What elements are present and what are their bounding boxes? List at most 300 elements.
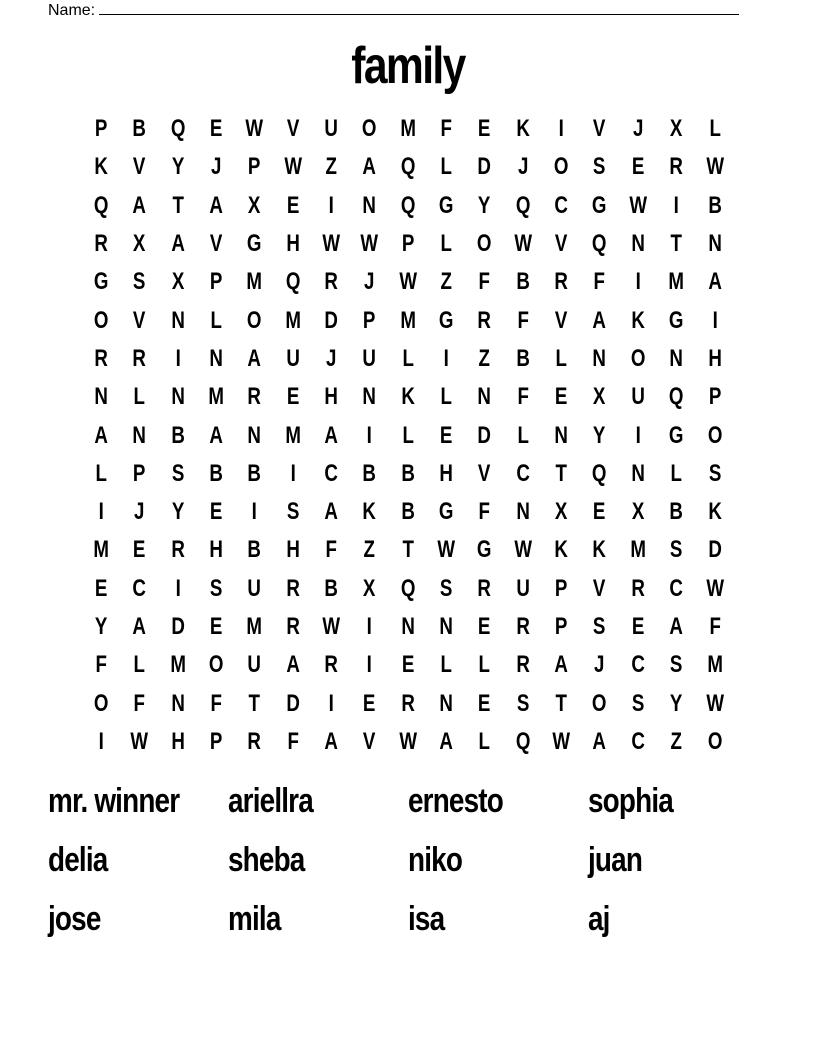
grid-letter: K bbox=[362, 498, 377, 526]
grid-letter: F bbox=[95, 651, 107, 679]
grid-letter: F bbox=[210, 689, 222, 717]
page-title: family bbox=[351, 37, 465, 95]
grid-letter: W bbox=[629, 191, 647, 219]
grid-letter: M bbox=[246, 613, 263, 640]
grid-letter: A bbox=[286, 651, 300, 679]
grid-letter: R bbox=[401, 689, 415, 717]
grid-letter: I bbox=[98, 498, 104, 526]
grid-letter: W bbox=[705, 574, 724, 602]
grid-letter: X bbox=[248, 191, 261, 219]
grid-letter: O bbox=[707, 727, 722, 755]
grid-letter: P bbox=[248, 153, 261, 181]
grid-letter: U bbox=[324, 115, 338, 143]
grid-letter: B bbox=[171, 421, 185, 449]
grid-letter: N bbox=[707, 230, 722, 258]
grid-letter: T bbox=[248, 689, 261, 717]
grid-letter: O bbox=[554, 153, 569, 181]
grid-letter: L bbox=[440, 651, 452, 679]
grid-letter: V bbox=[286, 115, 300, 143]
grid-letter: N bbox=[516, 498, 530, 526]
grid-letter: W bbox=[322, 613, 341, 640]
grid-row bbox=[82, 110, 734, 148]
grid-letter: N bbox=[669, 344, 684, 372]
grid-letter: E bbox=[631, 153, 645, 181]
word-bank-item: mr. winner bbox=[48, 782, 180, 820]
grid-letter: S bbox=[631, 689, 645, 717]
grid-letter: N bbox=[94, 383, 108, 411]
grid-letter: Y bbox=[478, 191, 491, 219]
grid-letter: A bbox=[592, 727, 607, 755]
grid-letter: X bbox=[631, 498, 645, 526]
grid-letter: M bbox=[400, 306, 416, 334]
grid-letter: U bbox=[631, 383, 645, 411]
grid-letter: I bbox=[328, 191, 334, 219]
grid-letter: G bbox=[669, 421, 684, 449]
grid-letter: U bbox=[286, 344, 300, 372]
grid-letter: B bbox=[516, 268, 530, 296]
grid-letter: I bbox=[635, 268, 641, 296]
grid-letter: Q bbox=[669, 383, 684, 411]
grid-letter: R bbox=[631, 574, 645, 602]
grid-letter: Y bbox=[171, 498, 185, 526]
grid-letter: L bbox=[210, 306, 222, 334]
grid-letter: I bbox=[290, 459, 296, 487]
grid-letter: R bbox=[669, 153, 684, 181]
name-underline bbox=[99, 0, 739, 15]
grid-letter: F bbox=[517, 383, 529, 411]
grid-letter: Q bbox=[400, 574, 416, 602]
grid-letter: C bbox=[324, 459, 338, 487]
grid-letter: M bbox=[285, 421, 301, 449]
grid-letter: R bbox=[516, 651, 530, 679]
word-search-grid bbox=[82, 110, 734, 761]
grid-letter: H bbox=[707, 344, 722, 372]
grid-letter: K bbox=[707, 498, 722, 526]
grid-letter: J bbox=[517, 153, 529, 181]
grid-letter: V bbox=[593, 574, 606, 602]
grid-letter: U bbox=[362, 344, 377, 372]
grid-letter: R bbox=[477, 574, 492, 602]
grid-letter: G bbox=[592, 191, 607, 219]
name-label: Name: bbox=[48, 2, 96, 19]
grid-letter: M bbox=[170, 651, 186, 679]
grid-row bbox=[82, 416, 734, 454]
grid-letter: I bbox=[712, 306, 718, 334]
grid-letter: F bbox=[708, 613, 721, 640]
grid-letter: X bbox=[363, 574, 376, 602]
grid-letter: N bbox=[171, 306, 185, 334]
grid-letter: A bbox=[554, 651, 569, 679]
grid-letter: D bbox=[707, 536, 722, 564]
grid-letter: N bbox=[209, 344, 223, 372]
grid-letter: V bbox=[478, 459, 491, 487]
grid-letter: N bbox=[132, 421, 147, 449]
grid-letter: O bbox=[630, 344, 646, 372]
grid-letter: U bbox=[516, 574, 530, 602]
grid-letter: G bbox=[669, 306, 684, 334]
grid-letter: W bbox=[552, 727, 571, 755]
word-bank-item: ariellra bbox=[228, 782, 313, 820]
word-bank-item: isa bbox=[408, 900, 445, 938]
grid-letter: M bbox=[706, 651, 723, 679]
grid-letter: S bbox=[670, 651, 683, 679]
grid-letter: G bbox=[438, 306, 454, 334]
grid-letter: E bbox=[440, 421, 453, 449]
grid-letter: Q bbox=[170, 115, 186, 143]
grid-letter: N bbox=[439, 689, 454, 717]
grid-letter: E bbox=[286, 383, 300, 411]
grid-letter: H bbox=[286, 536, 300, 564]
grid-row bbox=[82, 340, 734, 378]
grid-letter: O bbox=[707, 421, 722, 449]
grid-letter: W bbox=[284, 153, 302, 181]
grid-letter: F bbox=[478, 268, 491, 296]
grid-letter: W bbox=[399, 268, 417, 296]
grid-letter: R bbox=[324, 651, 338, 679]
grid-letter: Y bbox=[670, 689, 683, 717]
grid-letter: L bbox=[555, 344, 568, 372]
grid-letter: O bbox=[592, 689, 607, 717]
word-bank-item: ernesto bbox=[408, 782, 503, 820]
grid-letter: P bbox=[94, 115, 108, 143]
grid-letter: E bbox=[555, 383, 568, 411]
grid-letter: J bbox=[134, 498, 145, 526]
grid-letter: P bbox=[209, 727, 223, 755]
grid-letter: I bbox=[366, 613, 373, 640]
grid-row bbox=[82, 378, 734, 416]
grid-letter: I bbox=[635, 421, 641, 449]
grid-letter: F bbox=[593, 268, 606, 296]
grid-letter: S bbox=[286, 498, 300, 526]
grid-letter: J bbox=[210, 153, 222, 181]
grid-letter: T bbox=[172, 191, 184, 219]
grid-letter: R bbox=[171, 536, 185, 564]
grid-letter: N bbox=[631, 230, 645, 258]
grid-letter: O bbox=[247, 306, 262, 334]
grid-letter: E bbox=[94, 574, 108, 602]
grid-letter: E bbox=[478, 689, 491, 717]
grid-letter: Q bbox=[515, 727, 531, 755]
grid-row bbox=[82, 187, 734, 225]
grid-letter: L bbox=[402, 421, 414, 449]
word-bank-item: sophia bbox=[588, 782, 673, 820]
grid-letter: A bbox=[132, 613, 147, 640]
grid-letter: X bbox=[171, 268, 185, 296]
grid-letter: V bbox=[133, 153, 146, 181]
grid-letter: Q bbox=[400, 191, 416, 219]
grid-letter: S bbox=[440, 574, 453, 602]
grid-letter: B bbox=[516, 344, 530, 372]
grid-letter: A bbox=[171, 230, 185, 258]
grid-letter: L bbox=[95, 459, 107, 487]
grid-letter: F bbox=[133, 689, 146, 717]
grid-letter: N bbox=[477, 383, 492, 411]
grid-letter: Q bbox=[400, 153, 416, 181]
grid-letter: A bbox=[592, 306, 607, 334]
grid-letter: S bbox=[516, 689, 530, 717]
grid-letter: A bbox=[707, 268, 722, 296]
grid-letter: M bbox=[93, 536, 109, 564]
grid-letter: D bbox=[477, 421, 492, 449]
grid-letter: K bbox=[401, 383, 415, 411]
grid-letter: M bbox=[630, 536, 646, 564]
grid-letter: H bbox=[286, 230, 300, 258]
grid-letter: D bbox=[324, 306, 338, 334]
grid-letter: R bbox=[94, 230, 108, 258]
grid-letter: E bbox=[593, 498, 606, 526]
grid-letter: S bbox=[593, 153, 606, 181]
grid-letter: S bbox=[171, 459, 185, 487]
grid-letter: I bbox=[251, 498, 258, 526]
grid-letter: F bbox=[325, 536, 337, 564]
grid-letter: N bbox=[631, 459, 645, 487]
grid-letter: L bbox=[517, 421, 529, 449]
grid-letter: H bbox=[209, 536, 223, 564]
grid-letter: L bbox=[670, 459, 683, 487]
grid-letter: W bbox=[437, 536, 456, 564]
word-bank-item: juan bbox=[588, 841, 643, 879]
grid-letter: M bbox=[208, 383, 225, 411]
grid-letter: J bbox=[364, 268, 375, 296]
grid-letter: H bbox=[171, 727, 185, 755]
grid-letter: W bbox=[130, 727, 149, 755]
grid-letter: D bbox=[171, 613, 185, 640]
grid-letter: W bbox=[705, 689, 724, 717]
grid-letter: W bbox=[514, 536, 532, 564]
grid-letter: I bbox=[175, 344, 181, 372]
grid-letter: A bbox=[324, 498, 338, 526]
grid-row bbox=[82, 723, 734, 761]
grid-letter: C bbox=[669, 574, 684, 602]
grid-letter: W bbox=[514, 230, 532, 258]
grid-letter: T bbox=[402, 536, 414, 564]
grid-letter: R bbox=[516, 613, 530, 640]
grid-letter: O bbox=[362, 115, 377, 143]
grid-letter: J bbox=[632, 115, 644, 143]
grid-letter: B bbox=[247, 536, 262, 564]
grid-letter: T bbox=[555, 459, 568, 487]
grid-letter: T bbox=[670, 230, 683, 258]
grid-letter: R bbox=[247, 727, 262, 755]
grid-letter: M bbox=[246, 268, 263, 296]
grid-letter: I bbox=[558, 115, 564, 143]
word-bank-item: mila bbox=[228, 900, 281, 938]
grid-letter: B bbox=[669, 498, 684, 526]
grid-letter: I bbox=[673, 191, 679, 219]
grid-letter: D bbox=[286, 689, 300, 717]
grid-letter: L bbox=[402, 344, 414, 372]
grid-row bbox=[82, 531, 734, 569]
grid-letter: L bbox=[478, 727, 491, 755]
word-bank-item: aj bbox=[588, 900, 610, 938]
name-field bbox=[48, 0, 739, 20]
grid-letter: Z bbox=[440, 268, 452, 296]
grid-letter: B bbox=[132, 115, 147, 143]
grid-letter: P bbox=[363, 306, 376, 334]
grid-letter: E bbox=[363, 689, 376, 717]
grid-letter: V bbox=[209, 230, 223, 258]
grid-letter: W bbox=[705, 153, 724, 181]
grid-letter: S bbox=[593, 613, 606, 640]
grid-letter: R bbox=[247, 383, 262, 411]
word-bank-item: delia bbox=[48, 841, 108, 879]
grid-letter: W bbox=[322, 230, 341, 258]
grid-row bbox=[82, 263, 734, 301]
grid-letter: B bbox=[247, 459, 262, 487]
grid-letter: E bbox=[478, 613, 491, 640]
grid-letter: G bbox=[438, 498, 454, 526]
word-bank bbox=[48, 778, 768, 955]
grid-letter: R bbox=[132, 344, 147, 372]
grid-row bbox=[82, 455, 734, 493]
grid-letter: Q bbox=[515, 191, 531, 219]
grid-letter: S bbox=[670, 536, 683, 564]
grid-letter: L bbox=[440, 230, 452, 258]
grid-letter: O bbox=[208, 651, 224, 679]
grid-letter: L bbox=[133, 651, 146, 679]
grid-letter: O bbox=[93, 306, 109, 334]
grid-letter: R bbox=[324, 268, 338, 296]
grid-letter: A bbox=[247, 344, 262, 372]
grid-letter: R bbox=[554, 268, 569, 296]
grid-letter: P bbox=[555, 613, 568, 640]
word-bank-item: niko bbox=[408, 841, 463, 879]
grid-letter: Z bbox=[670, 727, 683, 755]
grid-letter: N bbox=[362, 383, 377, 411]
grid-letter: C bbox=[516, 459, 530, 487]
grid-letter: X bbox=[555, 498, 568, 526]
grid-row bbox=[82, 493, 734, 531]
grid-letter: A bbox=[132, 191, 147, 219]
grid-letter: N bbox=[592, 344, 607, 372]
grid-letter: J bbox=[594, 651, 605, 679]
grid-letter: S bbox=[209, 574, 223, 602]
grid-letter: E bbox=[209, 498, 223, 526]
grid-letter: L bbox=[440, 153, 452, 181]
grid-letter: I bbox=[328, 689, 334, 717]
grid-letter: A bbox=[324, 421, 338, 449]
grid-letter: I bbox=[366, 421, 373, 449]
grid-letter: U bbox=[247, 574, 262, 602]
grid-letter: V bbox=[555, 306, 568, 334]
grid-letter: I bbox=[175, 574, 181, 602]
grid-letter: R bbox=[286, 574, 300, 602]
grid-letter: D bbox=[477, 153, 492, 181]
grid-letter: Q bbox=[592, 459, 607, 487]
grid-letter: K bbox=[631, 306, 645, 334]
grid-letter: B bbox=[324, 574, 338, 602]
word-bank-item: sheba bbox=[228, 841, 305, 879]
grid-letter: P bbox=[555, 574, 568, 602]
grid-letter: L bbox=[133, 383, 146, 411]
grid-row bbox=[82, 570, 734, 608]
grid-letter: Y bbox=[171, 153, 185, 181]
grid-letter: Y bbox=[593, 421, 606, 449]
grid-letter: N bbox=[439, 613, 454, 640]
grid-letter: A bbox=[209, 421, 223, 449]
grid-letter: E bbox=[478, 115, 491, 143]
grid-letter: U bbox=[247, 651, 262, 679]
grid-letter: E bbox=[401, 651, 415, 679]
grid-letter: X bbox=[593, 383, 606, 411]
grid-letter: R bbox=[94, 344, 108, 372]
grid-letter: N bbox=[362, 191, 377, 219]
grid-letter: B bbox=[209, 459, 223, 487]
grid-letter: V bbox=[593, 115, 606, 143]
grid-letter: X bbox=[133, 230, 146, 258]
grid-letter: C bbox=[631, 727, 645, 755]
grid-letter: A bbox=[94, 421, 108, 449]
grid-letter: W bbox=[399, 727, 417, 755]
grid-letter: N bbox=[554, 421, 569, 449]
grid-letter: Q bbox=[285, 268, 301, 296]
grid-letter: Q bbox=[93, 191, 109, 219]
grid-letter: G bbox=[477, 536, 492, 564]
grid-letter: B bbox=[401, 459, 415, 487]
grid-letter: B bbox=[707, 191, 722, 219]
grid-letter: R bbox=[286, 613, 300, 640]
grid-letter: L bbox=[708, 115, 721, 143]
grid-letter: T bbox=[555, 689, 568, 717]
grid-letter: A bbox=[362, 153, 377, 181]
grid-letter: E bbox=[286, 191, 300, 219]
grid-letter: V bbox=[133, 306, 146, 334]
grid-letter: C bbox=[554, 191, 569, 219]
grid-letter: O bbox=[93, 689, 109, 717]
grid-row bbox=[82, 225, 734, 263]
grid-letter: E bbox=[133, 536, 146, 564]
grid-letter: A bbox=[324, 727, 338, 755]
grid-row bbox=[82, 684, 734, 722]
grid-letter: Z bbox=[325, 153, 337, 181]
grid-letter: W bbox=[360, 230, 379, 258]
grid-letter: V bbox=[555, 230, 568, 258]
grid-letter: E bbox=[209, 613, 223, 640]
grid-letter: G bbox=[438, 191, 454, 219]
grid-row bbox=[82, 148, 734, 186]
grid-letter: S bbox=[133, 268, 146, 296]
grid-letter: G bbox=[247, 230, 262, 258]
grid-letter: P bbox=[133, 459, 146, 487]
grid-letter: B bbox=[362, 459, 377, 487]
grid-letter: N bbox=[171, 689, 185, 717]
grid-letter: Y bbox=[94, 613, 108, 640]
grid-letter: I bbox=[366, 651, 373, 679]
grid-letter: F bbox=[478, 498, 491, 526]
grid-letter: X bbox=[670, 115, 683, 143]
grid-row bbox=[82, 646, 734, 684]
grid-letter: V bbox=[363, 727, 376, 755]
grid-letter: F bbox=[440, 115, 452, 143]
grid-letter: L bbox=[440, 383, 452, 411]
grid-letter: M bbox=[668, 268, 685, 296]
grid-letter: K bbox=[592, 536, 607, 564]
grid-letter: F bbox=[517, 306, 529, 334]
grid-letter: A bbox=[209, 191, 223, 219]
grid-row bbox=[82, 301, 734, 339]
grid-letter: H bbox=[439, 459, 454, 487]
grid-letter: P bbox=[209, 268, 223, 296]
grid-letter: B bbox=[401, 498, 415, 526]
grid-letter: G bbox=[93, 268, 109, 296]
grid-letter: L bbox=[478, 651, 491, 679]
grid-letter: F bbox=[287, 727, 299, 755]
grid-letter: I bbox=[98, 727, 104, 755]
grid-letter: Q bbox=[592, 230, 607, 258]
grid-letter: P bbox=[708, 383, 721, 411]
grid-letter: J bbox=[326, 344, 337, 372]
word-bank-item: jose bbox=[48, 900, 101, 938]
